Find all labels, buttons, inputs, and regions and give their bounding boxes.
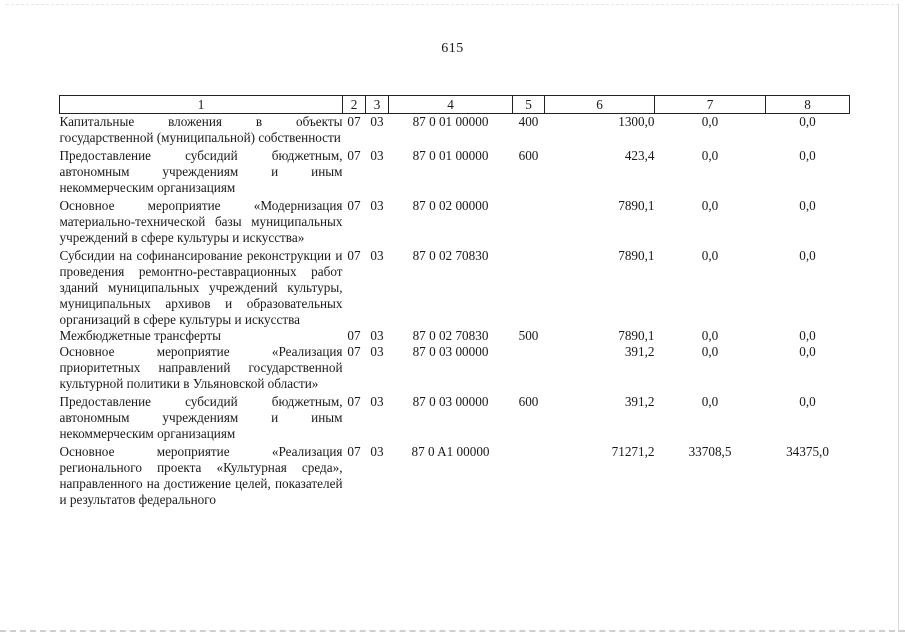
row-name: Капитальные вложения в объекты государственной (муниципальной) собственности bbox=[59, 114, 343, 145]
row-value-col8: 0,0 bbox=[799, 248, 816, 263]
row-target-code: 87 0 03 00000 bbox=[412, 344, 489, 359]
row-section: 07 bbox=[347, 394, 361, 409]
row-value-col6: 7890,1 bbox=[618, 198, 655, 213]
row-value-col7: 0,0 bbox=[701, 198, 719, 213]
row-value-col6: 1300,0 bbox=[618, 114, 655, 129]
row-expense-type: 500 bbox=[518, 328, 539, 343]
row-value-col7: 0,0 bbox=[701, 328, 719, 343]
row-subsection: 03 bbox=[370, 394, 384, 409]
header-row bbox=[60, 96, 850, 114]
row-section: 07 bbox=[347, 248, 361, 263]
row-value-col7: 0,0 bbox=[701, 114, 719, 129]
row-target-code: 87 0 02 00000 bbox=[412, 198, 489, 213]
row-value-col6: 7890,1 bbox=[618, 248, 655, 263]
row-expense-type: 600 bbox=[518, 394, 539, 409]
row-target-code: 87 0 A1 00000 bbox=[411, 444, 490, 459]
row-expense-type: 400 bbox=[518, 114, 539, 129]
row-subsection: 03 bbox=[370, 344, 384, 359]
row-expense-type bbox=[513, 198, 545, 248]
row-section: 07 bbox=[347, 344, 361, 359]
budget-table bbox=[59, 95, 850, 508]
page-number: 615 bbox=[441, 41, 464, 56]
page-bottom-edge bbox=[0, 630, 905, 632]
row-value-col6: 71271,2 bbox=[611, 444, 655, 459]
row-value-col7: 0,0 bbox=[701, 248, 719, 263]
row-expense-type bbox=[513, 344, 545, 394]
row-value-col6: 7890,1 bbox=[618, 328, 655, 343]
row-name: Основное мероприятие «Реализация приоритетных направлений государственной культурной политики в Ульяновской области» bbox=[59, 344, 343, 391]
row-value-col8: 0,0 bbox=[799, 114, 816, 129]
table-row bbox=[60, 394, 850, 444]
row-value-col8: 0,0 bbox=[799, 344, 816, 359]
row-value-col7: 0,0 bbox=[701, 148, 719, 163]
table-header bbox=[60, 96, 850, 114]
table-row bbox=[60, 444, 850, 508]
row-section: 07 bbox=[347, 148, 361, 163]
row-name: Субсидии на софинансирование реконструкции и проведения ремонтно-реставрационных работ зданий муниципальных учреждений культуры, муниципальных архивов и образовательных организаций в сфере культуры и искусства bbox=[59, 248, 343, 327]
header-col-4: 4 bbox=[389, 96, 513, 114]
row-section: 07 bbox=[347, 328, 361, 343]
table-row bbox=[60, 114, 850, 149]
row-target-code: 87 0 02 70830 bbox=[412, 248, 489, 263]
table-row bbox=[60, 328, 850, 344]
row-subsection: 03 bbox=[370, 444, 384, 459]
row-subsection: 03 bbox=[370, 198, 384, 213]
row-name: Предоставление субсидий бюджетным, автономным учреждениям и иным некоммерческим организациям bbox=[59, 394, 343, 441]
row-target-code: 87 0 03 00000 bbox=[412, 394, 489, 409]
table-body bbox=[60, 114, 850, 509]
row-section: 07 bbox=[347, 198, 361, 213]
row-target-code: 87 0 01 00000 bbox=[412, 148, 489, 163]
header-col-5: 5 bbox=[513, 96, 545, 114]
header-col-1: 1 bbox=[60, 96, 343, 114]
row-value-col7: 0,0 bbox=[701, 344, 719, 359]
row-name: Основное мероприятие «Реализация регионального проекта «Культурная среда», направленного на достижение целей, показателей и результатов федерального bbox=[59, 444, 343, 507]
row-subsection: 03 bbox=[370, 248, 384, 263]
header-col-8: 8 bbox=[766, 96, 850, 114]
row-subsection: 03 bbox=[370, 148, 384, 163]
row-value-col8: 0,0 bbox=[799, 328, 816, 343]
row-value-col8: 0,0 bbox=[799, 394, 816, 409]
row-value-col7: 0,0 bbox=[701, 394, 719, 409]
row-value-col6: 423,4 bbox=[624, 148, 655, 163]
row-value-col8: 34375,0 bbox=[786, 444, 829, 459]
header-col-2: 2 bbox=[343, 96, 366, 114]
row-value-col7: 33708,5 bbox=[688, 444, 732, 459]
table-row bbox=[60, 198, 850, 248]
row-target-code: 87 0 01 00000 bbox=[412, 114, 489, 129]
row-target-code: 87 0 02 70830 bbox=[412, 328, 489, 343]
row-value-col8: 0,0 bbox=[799, 198, 816, 213]
row-expense-type bbox=[513, 444, 545, 508]
table-row bbox=[60, 148, 850, 198]
row-subsection: 03 bbox=[370, 328, 384, 343]
row-value-col6: 391,2 bbox=[624, 394, 655, 409]
row-name: Основное мероприятие «Модернизация материально-технической базы муниципальных учреждений в сфере культуры и искусства» bbox=[59, 198, 343, 245]
row-section: 07 bbox=[347, 444, 361, 459]
header-col-6: 6 bbox=[545, 96, 655, 114]
row-expense-type: 600 bbox=[518, 148, 539, 163]
row-name: Предоставление субсидий бюджетным, автономным учреждениям и иным некоммерческим организациям bbox=[59, 148, 343, 195]
row-expense-type bbox=[513, 248, 545, 328]
table-row bbox=[60, 344, 850, 394]
row-value-col6: 391,2 bbox=[624, 344, 655, 359]
row-value-col8: 0,0 bbox=[799, 148, 816, 163]
header-col-7: 7 bbox=[655, 96, 766, 114]
row-name: Межбюджетные трансферты bbox=[59, 328, 221, 343]
row-subsection: 03 bbox=[370, 114, 384, 129]
row-section: 07 bbox=[347, 114, 361, 129]
table-row bbox=[60, 248, 850, 328]
header-col-3: 3 bbox=[366, 96, 389, 114]
